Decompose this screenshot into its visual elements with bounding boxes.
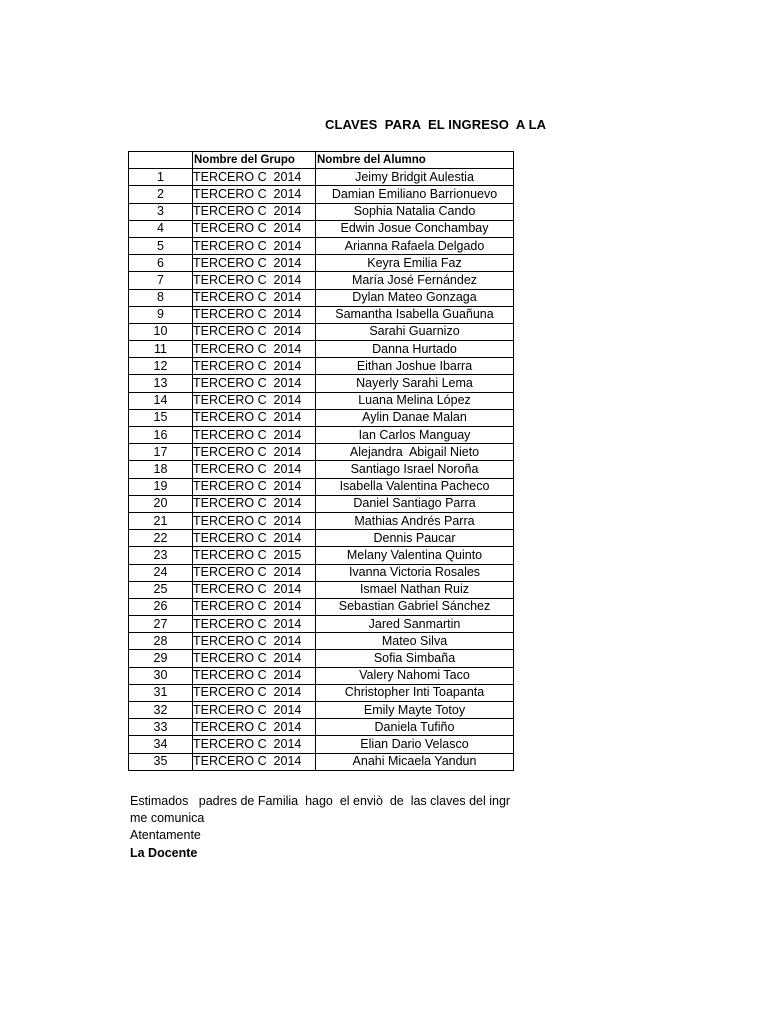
row-number: 28 <box>129 633 193 650</box>
table-row <box>129 358 514 375</box>
row-student-name: Elian Dario Velasco <box>316 736 514 753</box>
row-number: 26 <box>129 598 193 615</box>
header-student-name: Nombre del Alumno <box>316 152 514 169</box>
row-student-name: Jeimy Bridgit Aulestia <box>316 169 514 186</box>
row-student-name: Anahi Micaela Yandun <box>316 753 514 770</box>
row-number: 4 <box>129 220 193 237</box>
row-student-name: Sarahi Guarnizo <box>316 323 514 340</box>
row-group-name: TERCERO C 2014 <box>193 427 316 444</box>
row-group-name: TERCERO C 2014 <box>193 616 316 633</box>
row-student-name: Daniel Santiago Parra <box>316 495 514 512</box>
row-group-name: TERCERO C 2014 <box>193 444 316 461</box>
table-row <box>129 684 514 701</box>
row-number: 34 <box>129 736 193 753</box>
row-student-name: Melany Valentina Quinto <box>316 547 514 564</box>
row-group-name: TERCERO C 2014 <box>193 598 316 615</box>
row-group-name: TERCERO C 2014 <box>193 358 316 375</box>
row-number: 2 <box>129 186 193 203</box>
row-group-name: TERCERO C 2014 <box>193 684 316 701</box>
row-student-name: Keyra Emilia Faz <box>316 255 514 272</box>
row-number: 13 <box>129 375 193 392</box>
row-group-name: TERCERO C 2014 <box>193 169 316 186</box>
row-group-name: TERCERO C 2014 <box>193 702 316 719</box>
row-student-name: Christopher Inti Toapanta <box>316 684 514 701</box>
row-number: 21 <box>129 512 193 529</box>
row-group-name: TERCERO C 2014 <box>193 530 316 547</box>
table-row <box>129 702 514 719</box>
row-student-name: Samantha Isabella Guañuna <box>316 306 514 323</box>
row-student-name: Ismael Nathan Ruiz <box>316 581 514 598</box>
row-number: 18 <box>129 461 193 478</box>
row-student-name: Ian Carlos Manguay <box>316 427 514 444</box>
row-student-name: Ivanna Victoria Rosales <box>316 564 514 581</box>
row-student-name: Sebastian Gabriel Sánchez <box>316 598 514 615</box>
table-row <box>129 753 514 770</box>
row-student-name: Dennis Paucar <box>316 530 514 547</box>
student-keys-table <box>128 151 514 771</box>
row-student-name: Aylin Danae Malan <box>316 409 514 426</box>
row-number: 9 <box>129 306 193 323</box>
table-row <box>129 478 514 495</box>
row-group-name: TERCERO C 2014 <box>193 341 316 358</box>
row-student-name: Edwin Josue Conchambay <box>316 220 514 237</box>
footer-line-1: Estimados padres de Familia hago el enviò de las claves del ingr <box>130 794 511 808</box>
row-group-name: TERCERO C 2014 <box>193 323 316 340</box>
table-row <box>129 220 514 237</box>
row-group-name: TERCERO C 2014 <box>193 633 316 650</box>
row-number: 30 <box>129 667 193 684</box>
row-group-name: TERCERO C 2014 <box>193 581 316 598</box>
row-student-name: Alejandra Abigail Nieto <box>316 444 514 461</box>
row-number: 23 <box>129 547 193 564</box>
row-number: 16 <box>129 427 193 444</box>
row-number: 15 <box>129 409 193 426</box>
row-group-name: TERCERO C 2014 <box>193 186 316 203</box>
header-number <box>129 152 193 169</box>
row-group-name: TERCERO C 2014 <box>193 564 316 581</box>
table-row <box>129 186 514 203</box>
table-row <box>129 633 514 650</box>
row-group-name: TERCERO C 2014 <box>193 461 316 478</box>
row-group-name: TERCERO C 2014 <box>193 478 316 495</box>
table-row <box>129 564 514 581</box>
table-row <box>129 341 514 358</box>
table-row <box>129 306 514 323</box>
row-group-name: TERCERO C 2014 <box>193 667 316 684</box>
footer-line-2: me comunica <box>130 811 205 826</box>
row-group-name: TERCERO C 2014 <box>193 255 316 272</box>
table-row <box>129 427 514 444</box>
row-student-name: Daniela Tufiño <box>316 719 514 736</box>
row-number: 1 <box>129 169 193 186</box>
footer-message <box>130 793 516 862</box>
table-row <box>129 547 514 564</box>
row-number: 7 <box>129 272 193 289</box>
row-student-name: Sofia Simbaña <box>316 650 514 667</box>
row-student-name: Dylan Mateo Gonzaga <box>316 289 514 306</box>
row-number: 35 <box>129 753 193 770</box>
row-number: 32 <box>129 702 193 719</box>
header-group-name: Nombre del Grupo <box>193 152 316 169</box>
table-row <box>129 255 514 272</box>
row-student-name: Santiago Israel Noroña <box>316 461 514 478</box>
row-number: 6 <box>129 255 193 272</box>
table-row <box>129 581 514 598</box>
row-student-name: Mateo Silva <box>316 633 514 650</box>
row-student-name: Eithan Joshue Ibarra <box>316 358 514 375</box>
table-row <box>129 650 514 667</box>
table-row <box>129 323 514 340</box>
document-title: CLAVES PARA EL INGRESO A LA <box>325 117 547 132</box>
row-group-name: TERCERO C 2014 <box>193 392 316 409</box>
row-group-name: TERCERO C 2014 <box>193 409 316 426</box>
row-number: 11 <box>129 341 193 358</box>
footer-signature: La Docente <box>130 845 198 860</box>
table-row <box>129 444 514 461</box>
row-student-name: Isabella Valentina Pacheco <box>316 478 514 495</box>
row-number: 17 <box>129 444 193 461</box>
table-row <box>129 203 514 220</box>
table-row <box>129 461 514 478</box>
table-body <box>129 169 514 771</box>
table-row <box>129 289 514 306</box>
row-group-name: TERCERO C 2015 <box>193 547 316 564</box>
row-number: 24 <box>129 564 193 581</box>
row-group-name: TERCERO C 2014 <box>193 495 316 512</box>
row-student-name: Emily Mayte Totoy <box>316 702 514 719</box>
row-group-name: TERCERO C 2014 <box>193 272 316 289</box>
row-number: 3 <box>129 203 193 220</box>
row-group-name: TERCERO C 2014 <box>193 220 316 237</box>
row-group-name: TERCERO C 2014 <box>193 237 316 254</box>
table-row <box>129 598 514 615</box>
row-student-name: Nayerly Sarahi Lema <box>316 375 514 392</box>
row-number: 14 <box>129 392 193 409</box>
table-row <box>129 736 514 753</box>
row-number: 22 <box>129 530 193 547</box>
table-row <box>129 616 514 633</box>
row-student-name: Sophia Natalia Cando <box>316 203 514 220</box>
row-group-name: TERCERO C 2014 <box>193 512 316 529</box>
row-number: 31 <box>129 684 193 701</box>
row-number: 33 <box>129 719 193 736</box>
table-row <box>129 237 514 254</box>
row-student-name: Jared Sanmartin <box>316 616 514 633</box>
row-number: 20 <box>129 495 193 512</box>
table-header-row <box>129 152 514 169</box>
table-row <box>129 719 514 736</box>
row-student-name: Luana Melina López <box>316 392 514 409</box>
row-number: 25 <box>129 581 193 598</box>
table-row <box>129 667 514 684</box>
table-row <box>129 375 514 392</box>
row-student-name: Arianna Rafaela Delgado <box>316 237 514 254</box>
table-row <box>129 392 514 409</box>
table-row <box>129 169 514 186</box>
row-student-name: Valery Nahomi Taco <box>316 667 514 684</box>
row-student-name: Damian Emiliano Barrionuevo <box>316 186 514 203</box>
row-group-name: TERCERO C 2014 <box>193 306 316 323</box>
table-row <box>129 409 514 426</box>
row-group-name: TERCERO C 2014 <box>193 736 316 753</box>
row-number: 8 <box>129 289 193 306</box>
footer-line-3: Atentamente <box>130 828 201 843</box>
row-number: 10 <box>129 323 193 340</box>
row-student-name: Mathias Andrés Parra <box>316 512 514 529</box>
row-number: 12 <box>129 358 193 375</box>
row-group-name: TERCERO C 2014 <box>193 289 316 306</box>
row-number: 27 <box>129 616 193 633</box>
row-number: 19 <box>129 478 193 495</box>
table-row <box>129 495 514 512</box>
row-student-name: Danna Hurtado <box>316 341 514 358</box>
table-row <box>129 272 514 289</box>
row-number: 5 <box>129 237 193 254</box>
row-group-name: TERCERO C 2014 <box>193 753 316 770</box>
row-group-name: TERCERO C 2014 <box>193 719 316 736</box>
row-group-name: TERCERO C 2014 <box>193 203 316 220</box>
table-row <box>129 512 514 529</box>
row-number: 29 <box>129 650 193 667</box>
row-group-name: TERCERO C 2014 <box>193 650 316 667</box>
row-group-name: TERCERO C 2014 <box>193 375 316 392</box>
table-row <box>129 530 514 547</box>
row-student-name: María José Fernández <box>316 272 514 289</box>
